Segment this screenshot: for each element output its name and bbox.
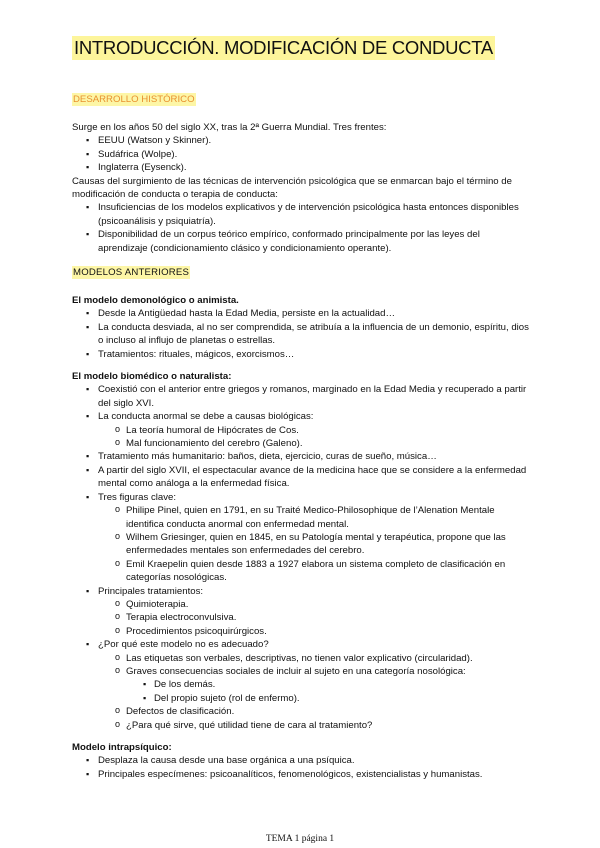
list-item: ▪ Del propio sujeto (rol de enfermo).	[72, 692, 532, 705]
causes-intro: Causas del surgimiento de las técnicas de intervención psicológica que se enmarcan bajo el término de modificación de conducta o terapia de conducta:	[72, 175, 512, 201]
list-item: o Quimioterapia.	[72, 598, 532, 611]
list-item: ▪ De los demás.	[72, 678, 532, 691]
list-item: ▪ Disponibilidad de un corpus teórico empírico, conformado principalmente por las leyes del aprendizaje (condicionamiento clásico y condicionamiento operante).	[72, 228, 532, 255]
criticism-sublist	[72, 652, 532, 679]
list-item: o ¿Para qué sirve, qué utilidad tiene de cara al tratamiento?	[72, 719, 532, 732]
list-item: o La teoría humoral de Hipócrates de Cos.	[72, 424, 532, 437]
list-item: ▪ La conducta anormal se debe a causas biológicas:	[72, 410, 532, 423]
causes-list	[72, 201, 532, 255]
list-item: o Philipe Pinel, quien en 1791, en su Traité Medico-Philosophique de l’Alenation Mentale identifica conducta anormal con enfermedad mental.	[72, 504, 532, 531]
list-item: ▪ Tratamientos: rituales, mágicos, exorcismos…	[72, 348, 532, 361]
list-item: o Graves consecuencias sociales de incluir al sujeto en una categoría nosológica:	[72, 665, 532, 678]
list-item: ▪ Insuficiencias de los modelos explicativos y de intervención psicológica hasta entonces disponibles (psicoanálisis y psiquiatría).	[72, 201, 532, 228]
section-heading-models: MODELOS ANTERIORES	[73, 267, 190, 278]
fronts-list	[72, 134, 532, 174]
page-footer: TEMA 1 página 1	[265, 834, 335, 844]
list-item: ▪ Desplaza la causa desde una base orgánica a una psíquica.	[72, 754, 532, 767]
list-item: ▪ Tres figuras clave:	[72, 491, 532, 504]
list-item: o Wilhem Griesinger, quien en 1845, en su Patología mental y terapéutica, propone que las enfermedades mentales son enfermedades del cerebro.	[72, 531, 532, 558]
historical-block	[72, 121, 532, 255]
bio-list-cont3	[72, 638, 532, 651]
list-item: ▪ Coexistió con el anterior entre griegos y romanos, marginado en la Edad Media y recuperado a partir del siglo XVI.	[72, 383, 532, 410]
list-item: ▪ Inglaterra (Eysenck).	[72, 161, 532, 174]
historical-intro: Surge en los años 50 del siglo XX, tras la 2ª Guerra Mundial. Tres frentes:	[72, 122, 387, 133]
demon-list	[72, 307, 532, 361]
page-title: INTRODUCCIÓN. MODIFICACIÓN DE CONDUCTA	[74, 37, 493, 58]
models-block	[72, 294, 532, 781]
bio-list-cont2	[72, 585, 532, 598]
bio-list-cont	[72, 450, 532, 504]
list-item: o Las etiquetas son verbales, descriptivas, no tienen valor explicativo (circularidad).	[72, 652, 532, 665]
bio-list	[72, 383, 532, 423]
bio-model-title: El modelo biomédico o naturalista:	[72, 371, 232, 383]
treatments-sublist	[72, 598, 532, 638]
bio-causes-sublist	[72, 424, 532, 451]
list-item: o Terapia electroconvulsiva.	[72, 611, 532, 624]
consequences-sublist	[72, 678, 532, 705]
list-item: ▪ EEUU (Watson y Skinner).	[72, 134, 532, 147]
intrapsychic-list	[72, 754, 532, 781]
list-item: ▪ Desde la Antigüedad hasta la Edad Media, persiste en la actualidad…	[72, 307, 532, 320]
list-item: ▪ A partir del siglo XVII, el espectacular avance de la medicina hace que se considere a la enfermedad mental como análoga a la enfermedad física.	[72, 464, 532, 491]
list-item: o Defectos de clasificación.	[72, 705, 532, 718]
list-item: ▪ Tratamiento más humanitario: baños, dieta, ejercicio, curas de sueño, música…	[72, 450, 532, 463]
list-item: ▪ ¿Por qué este modelo no es adecuado?	[72, 638, 532, 651]
intrapsychic-model-title: Modelo intrapsíquico:	[72, 742, 172, 753]
list-item: ▪ Principales especímenes: psicoanalíticos, fenomenológicos, existencialistas y humanistas.	[72, 768, 532, 781]
criticism-sublist-cont	[72, 705, 532, 732]
list-item: o Emil Kraepelin quien desde 1883 a 1927 elabora un sistema completo de clasificación en categorías nosológicas.	[72, 558, 532, 585]
demon-model-title: El modelo demonológico o animista.	[72, 295, 239, 306]
list-item: ▪ Principales tratamientos:	[72, 585, 532, 598]
key-figures-sublist	[72, 504, 532, 584]
section-heading-historical: DESARROLLO HISTÓRICO	[73, 94, 195, 105]
list-item: o Mal funcionamiento del cerebro (Galeno).	[72, 437, 532, 450]
list-item: ▪ Sudáfrica (Wolpe).	[72, 148, 532, 161]
list-item: ▪ La conducta desviada, al no ser comprendida, se atribuía a la influencia de un demonio, espíritu, dios o incluso al influjo de planetas o estrellas.	[72, 321, 532, 348]
list-item: o Procedimientos psicoquirúrgicos.	[72, 625, 532, 638]
